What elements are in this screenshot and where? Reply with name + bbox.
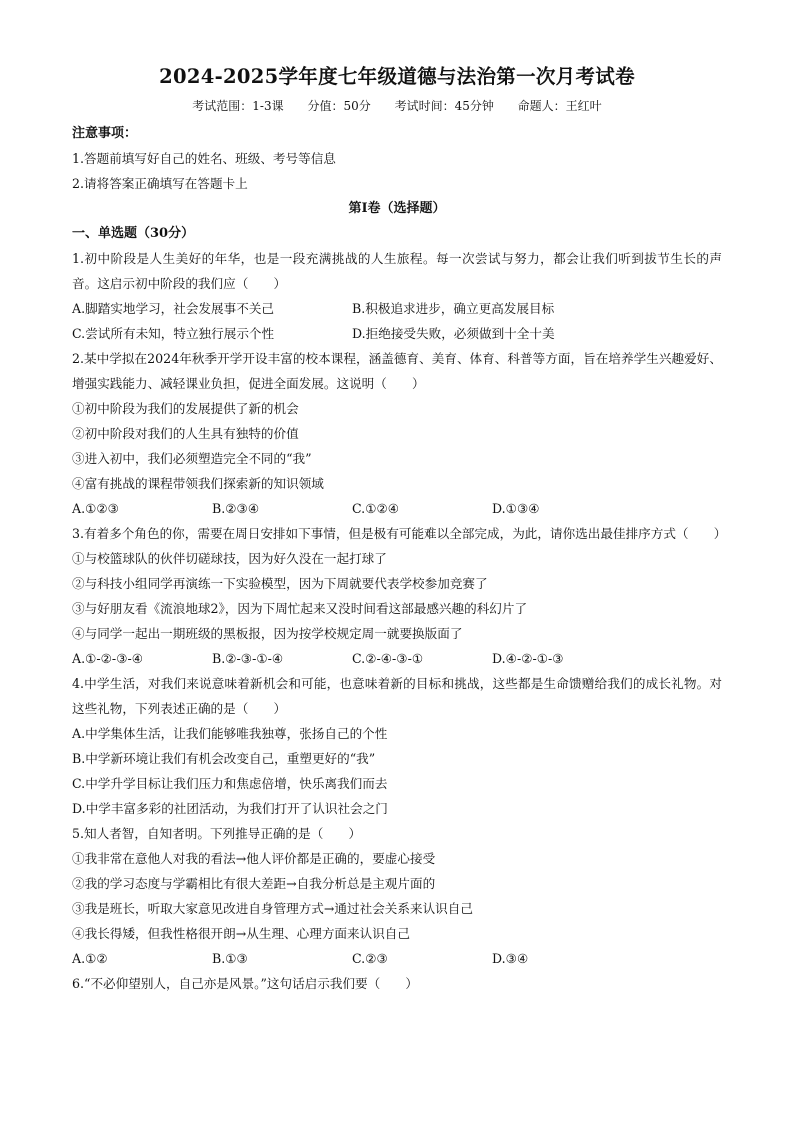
option-a: A.①-②-③-④ <box>72 651 144 666</box>
question-stem: 1.初中阶段是人生美好的年华，也是一段充满挑战的人生旅程。每一次尝试与努力，都会让我们听到拔节生长的声音。这启示初中阶段的我们应（ ） <box>72 251 722 291</box>
option-c: C.②-④-③-① <box>352 651 424 666</box>
statement-item: ①初中阶段为我们的发展提供了新的机会 <box>72 401 299 416</box>
option-c: C.中学升学目标让我们压力和焦虑倍增，快乐离我们而去 <box>72 776 388 791</box>
option-b: B.中学新环境让我们有机会改变自己，重塑更好的“我” <box>72 751 376 766</box>
question-stem: 2.某中学拟在2024年秋季开学开设丰富的校本课程，涵盖德育、美育、体育、科普等方面，旨在培养学生兴趣爱好、增强实践能力、减轻课业负担，促进全面发展。这说明（ ） <box>72 351 722 391</box>
option-d: D.③④ <box>492 951 529 966</box>
option-a: A.①②③ <box>72 501 119 516</box>
option-c: C.①②④ <box>352 501 400 516</box>
option-b: B.②③④ <box>212 501 260 516</box>
question-5 <box>72 821 722 971</box>
statement-item: ④我长得矮，但我性格很开朗→从生理、心理方面来认识自己 <box>72 926 410 941</box>
statement-item: ④与同学一起出一期班级的黑板报，因为按学校规定周一就要换版面了 <box>72 626 463 641</box>
question-3 <box>72 521 727 671</box>
exam-scope: 考试范围：1-3课 <box>192 99 284 113</box>
question-options <box>72 646 722 671</box>
statement-item: ①与校篮球队的伙伴切磋球技，因为好久没在一起打球了 <box>72 551 387 566</box>
question-options <box>72 496 722 521</box>
exam-page <box>72 64 727 996</box>
question-1 <box>72 246 722 346</box>
note-item: 1.答题前填写好自己的姓名、班级、考号等信息 <box>72 151 336 166</box>
question-options <box>72 296 722 346</box>
exam-title: 2024-2025学年度七年级道德与法治第一次月考试卷 <box>159 65 635 88</box>
option-d: D.④-②-①-③ <box>492 651 564 666</box>
exam-meta <box>72 98 722 115</box>
exam-score: 分值：50分 <box>307 99 371 113</box>
option-a: A.脚踏实地学习，社会发展事不关己 <box>72 301 275 316</box>
question-stem: 3.有着多个角色的你，需要在周日安排如下事情，但是极有可能难以全部完成，为此，请你选出最佳排序方式（ ） <box>72 526 727 541</box>
question-6 <box>72 971 722 996</box>
question-2 <box>72 346 722 521</box>
statement-item: ②初中阶段对我们的人生具有独特的价值 <box>72 426 299 441</box>
option-b: B.②-③-①-④ <box>212 651 284 666</box>
option-a: A.①② <box>72 951 108 966</box>
statement-item: ②我的学习态度与学霸相比有很大差距→自我分析总是主观片面的 <box>72 876 436 891</box>
statement-item: ③进入初中，我们必须塑造完全不同的“我” <box>72 451 312 466</box>
section-title: 一、单选题（30分） <box>72 226 195 241</box>
question-options <box>72 946 722 971</box>
statement-item: ④富有挑战的课程带领我们探索新的知识领域 <box>72 476 324 491</box>
question-stem: 5.知人者智，自知者明。下列推导正确的是（ ） <box>72 826 362 841</box>
statement-item: ①我非常在意他人对我的看法→他人评价都是正确的，要虚心接受 <box>72 851 436 866</box>
question-stem: 4.中学生活，对我们来说意味着新机会和可能，也意味着新的目标和挑战，这些都是生命馈赠给我们的成长礼物。对这些礼物，下列表述正确的是（ ） <box>72 676 722 716</box>
notes-heading: 注意事项： <box>72 126 138 141</box>
option-d: D.拒绝接受失败，必须做到十全十美 <box>352 326 555 341</box>
option-c: C.尝试所有未知，特立独行展示个性 <box>72 326 275 341</box>
question-4 <box>72 671 722 821</box>
statement-item: ③与好朋友看《流浪地球2》，因为下周忙起来又没时间看这部最感兴趣的科幻片了 <box>72 601 528 616</box>
option-c: C.②③ <box>352 951 388 966</box>
exam-time: 考试时间：45分钟 <box>394 99 494 113</box>
part-title: 第Ⅰ卷（选择题） <box>348 201 446 216</box>
option-a: A.中学集体生活，让我们能够唯我独尊，张扬自己的个性 <box>72 726 388 741</box>
statement-item: ③我是班长，听取大家意见改进自身管理方式→通过社会关系来认识自己 <box>72 901 473 916</box>
option-b: B.积极追求进步，确立更高发展目标 <box>352 301 555 316</box>
statement-item: ②与科技小组同学再演练一下实验模型，因为下周就要代表学校参加竞赛了 <box>72 576 488 591</box>
note-item: 2.请将答案正确填写在答题卡上 <box>72 176 248 191</box>
option-d: D.中学丰富多彩的社团活动，为我们打开了认识社会之门 <box>72 801 388 816</box>
option-d: D.①③④ <box>492 501 540 516</box>
question-stem: 6.“不必仰望别人，自己亦是风景。”这句话启示我们要（ ） <box>72 976 419 991</box>
option-b: B.①③ <box>212 951 248 966</box>
exam-author: 命题人：王红叶 <box>517 99 602 113</box>
